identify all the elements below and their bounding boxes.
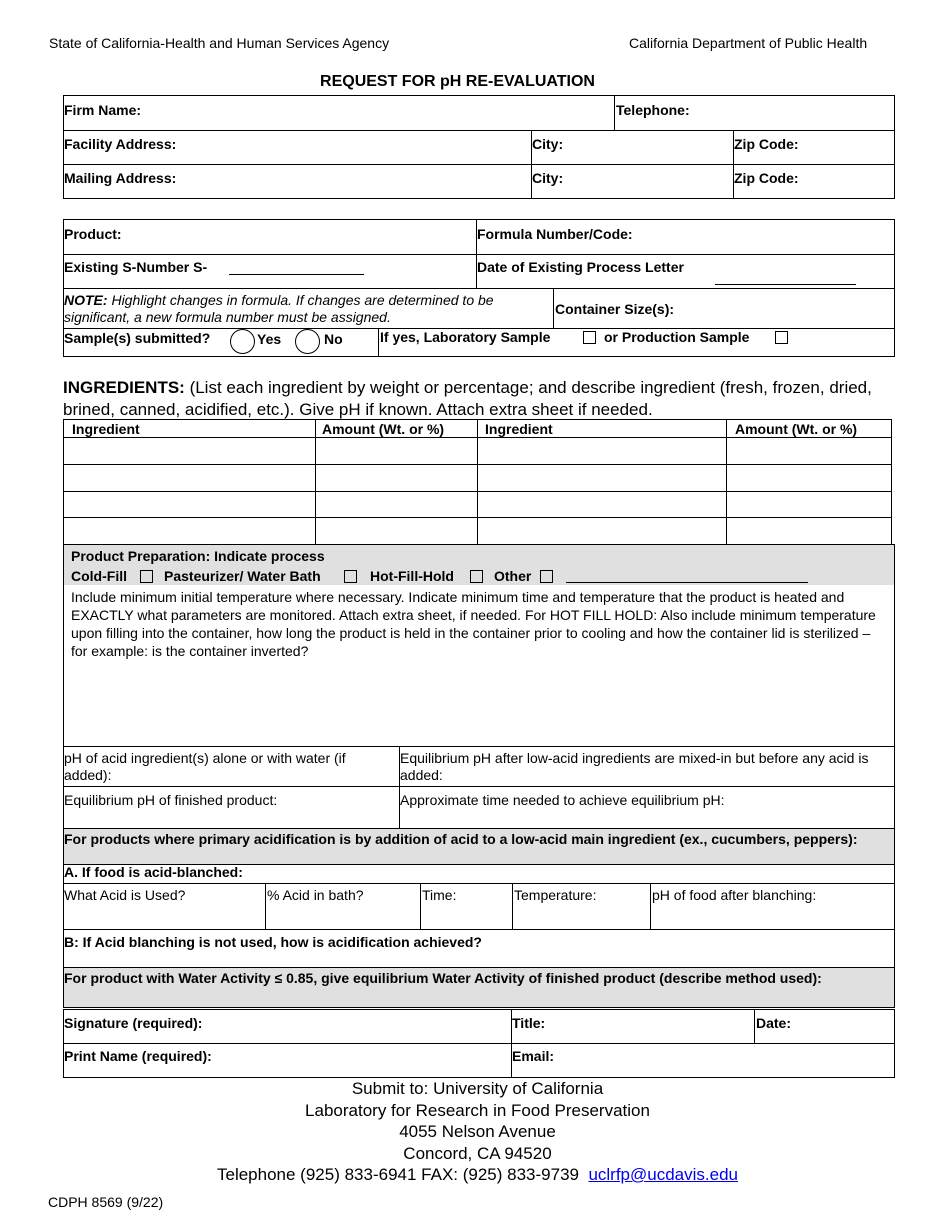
hot-fill-checkbox[interactable] <box>470 570 483 583</box>
ph-acid-alone-field[interactable]: pH of acid ingredient(s) alone or with water (if added): <box>64 750 346 783</box>
facility-zip-field[interactable]: Zip Code: <box>734 136 799 152</box>
pasteurizer-label: Pasteurizer/ Water Bath <box>164 568 321 584</box>
water-activity-heading[interactable]: For product with Water Activity ≤ 0.85, give equilibrium Water Activity of finished product (describe method used): <box>64 970 822 986</box>
department-name: California Department of Public Health <box>629 35 868 51</box>
production-sample-label: or Production Sample <box>604 329 750 345</box>
approx-time-field[interactable]: Approximate time needed to achieve equilibrium pH: <box>400 792 725 808</box>
col-amount-1: Amount (Wt. or %) <box>322 421 445 437</box>
cold-fill-label: Cold-Fill <box>71 568 127 584</box>
blanch-temperature-field[interactable]: Temperature: <box>514 887 597 903</box>
product-section <box>63 219 895 357</box>
laboratory-sample-label: If yes, Laboratory Sample <box>380 329 551 345</box>
hot-fill-label: Hot-Fill-Hold <box>370 568 454 584</box>
telephone-field[interactable]: Telephone: <box>616 102 690 118</box>
preparation-heading: Product Preparation: Indicate process <box>71 548 325 564</box>
acidification-section <box>63 828 895 1008</box>
phone-fax: Telephone (925) 833-6941 FAX: (925) 833-9739 <box>217 1165 579 1184</box>
facility-city-field[interactable]: City: <box>532 136 564 152</box>
col-amount-2: Amount (Wt. or %) <box>735 421 858 437</box>
s-number-label: Existing S-Number S- <box>64 259 208 275</box>
yes-radio[interactable] <box>230 329 255 354</box>
cold-fill-checkbox[interactable] <box>140 570 153 583</box>
container-size-field[interactable]: Container Size(s): <box>555 301 675 317</box>
s-number-input-line[interactable] <box>229 274 364 275</box>
ingredients-instructions: INGREDIENTS: (List each ingredient by weight or percentage; and describe ingredient (fresh, frozen, dried, brined, canned, acidified, etc.). Give pH if known. Attach extra sheet if needed. <box>63 378 872 419</box>
col-ingredient-1: Ingredient <box>72 421 140 437</box>
ph-after-blanching-field[interactable]: pH of food after blanching: <box>652 887 817 903</box>
col-ingredient-2: Ingredient <box>485 421 553 437</box>
submit-to-block <box>0 1078 950 1186</box>
no-radio[interactable] <box>295 329 320 354</box>
section-a-label: A. If food is acid-blanched: <box>64 864 243 880</box>
form-title: REQUEST FOR pH RE-EVALUATION <box>320 73 595 90</box>
submit-line-3: 4055 Nelson Avenue <box>399 1122 556 1141</box>
facility-address-field[interactable]: Facility Address: <box>64 136 177 152</box>
preparation-section <box>63 544 895 829</box>
production-sample-checkbox[interactable] <box>775 331 788 344</box>
mailing-zip-field[interactable]: Zip Code: <box>734 170 799 186</box>
section-b-field[interactable]: B: If Acid blanching is not used, how is acidification achieved? <box>64 934 482 950</box>
email-link[interactable]: uclrfp@ucdavis.edu <box>588 1165 738 1184</box>
no-label: No <box>324 331 343 347</box>
acidification-heading: For products where primary acidification is by addition of acid to a low-acid main ingredient (ex., cucumbers, peppers): <box>64 831 858 847</box>
agency-name: State of California-Health and Human Services Agency <box>49 35 390 51</box>
other-input-line[interactable] <box>566 582 808 583</box>
mailing-city-field[interactable]: City: <box>532 170 564 186</box>
email-field[interactable]: Email: <box>512 1048 555 1064</box>
laboratory-sample-checkbox[interactable] <box>583 331 596 344</box>
submit-line-4: Concord, CA 94520 <box>403 1143 552 1163</box>
formula-number-field[interactable]: Formula Number/Code: <box>477 226 633 242</box>
contact-line <box>0 1164 950 1186</box>
product-field[interactable]: Product: <box>64 226 122 242</box>
formula-note: NOTE: Highlight changes in formula. If changes are determined to be significant, a new formula number must be assigned. <box>64 292 494 325</box>
submit-line-2: Laboratory for Research in Food Preservation <box>305 1100 650 1120</box>
submit-line-1: Submit to: University of California <box>351 1079 604 1098</box>
other-label: Other <box>494 568 532 584</box>
other-checkbox[interactable] <box>540 570 553 583</box>
samples-submitted-label: Sample(s) submitted? <box>64 330 211 346</box>
signature-field[interactable]: Signature (required): <box>64 1015 203 1031</box>
firm-section <box>63 95 895 199</box>
date-field[interactable]: Date: <box>756 1015 792 1031</box>
ingredients-table <box>63 419 892 545</box>
preparation-instructions: Include minimum initial temperature where necessary. Indicate minimum time and temperature that the product is heated and EXACTLY what parameters are monitored. Attach extra sheet, if needed. For HOT FILL HOLD: Also include minimum temperature upon filling into the container, how long the product is held in the container prior to cooling and how the container lid is sterilized – for example: is the container inverted? <box>71 589 876 659</box>
ph-equilibrium-low-acid-field[interactable]: Equilibrium pH after low-acid ingredients are mixed-in but before any acid is added: <box>400 750 869 783</box>
what-acid-field[interactable]: What Acid is Used? <box>64 887 186 903</box>
pasteurizer-checkbox[interactable] <box>344 570 357 583</box>
yes-label: Yes <box>257 331 282 347</box>
pct-acid-field[interactable]: % Acid in bath? <box>267 887 364 903</box>
process-letter-input-line[interactable] <box>715 284 856 285</box>
signature-section <box>63 1009 895 1078</box>
mailing-address-field[interactable]: Mailing Address: <box>64 170 177 186</box>
form-id: CDPH 8569 (9/22) <box>48 1194 164 1210</box>
firm-name-field[interactable]: Firm Name: <box>64 102 142 118</box>
process-letter-label: Date of Existing Process Letter <box>477 259 684 275</box>
ph-finished-field[interactable]: Equilibrium pH of finished product: <box>64 792 278 808</box>
print-name-field[interactable]: Print Name (required): <box>64 1048 212 1064</box>
blanch-time-field[interactable]: Time: <box>422 887 457 903</box>
title-field[interactable]: Title: <box>512 1015 546 1031</box>
